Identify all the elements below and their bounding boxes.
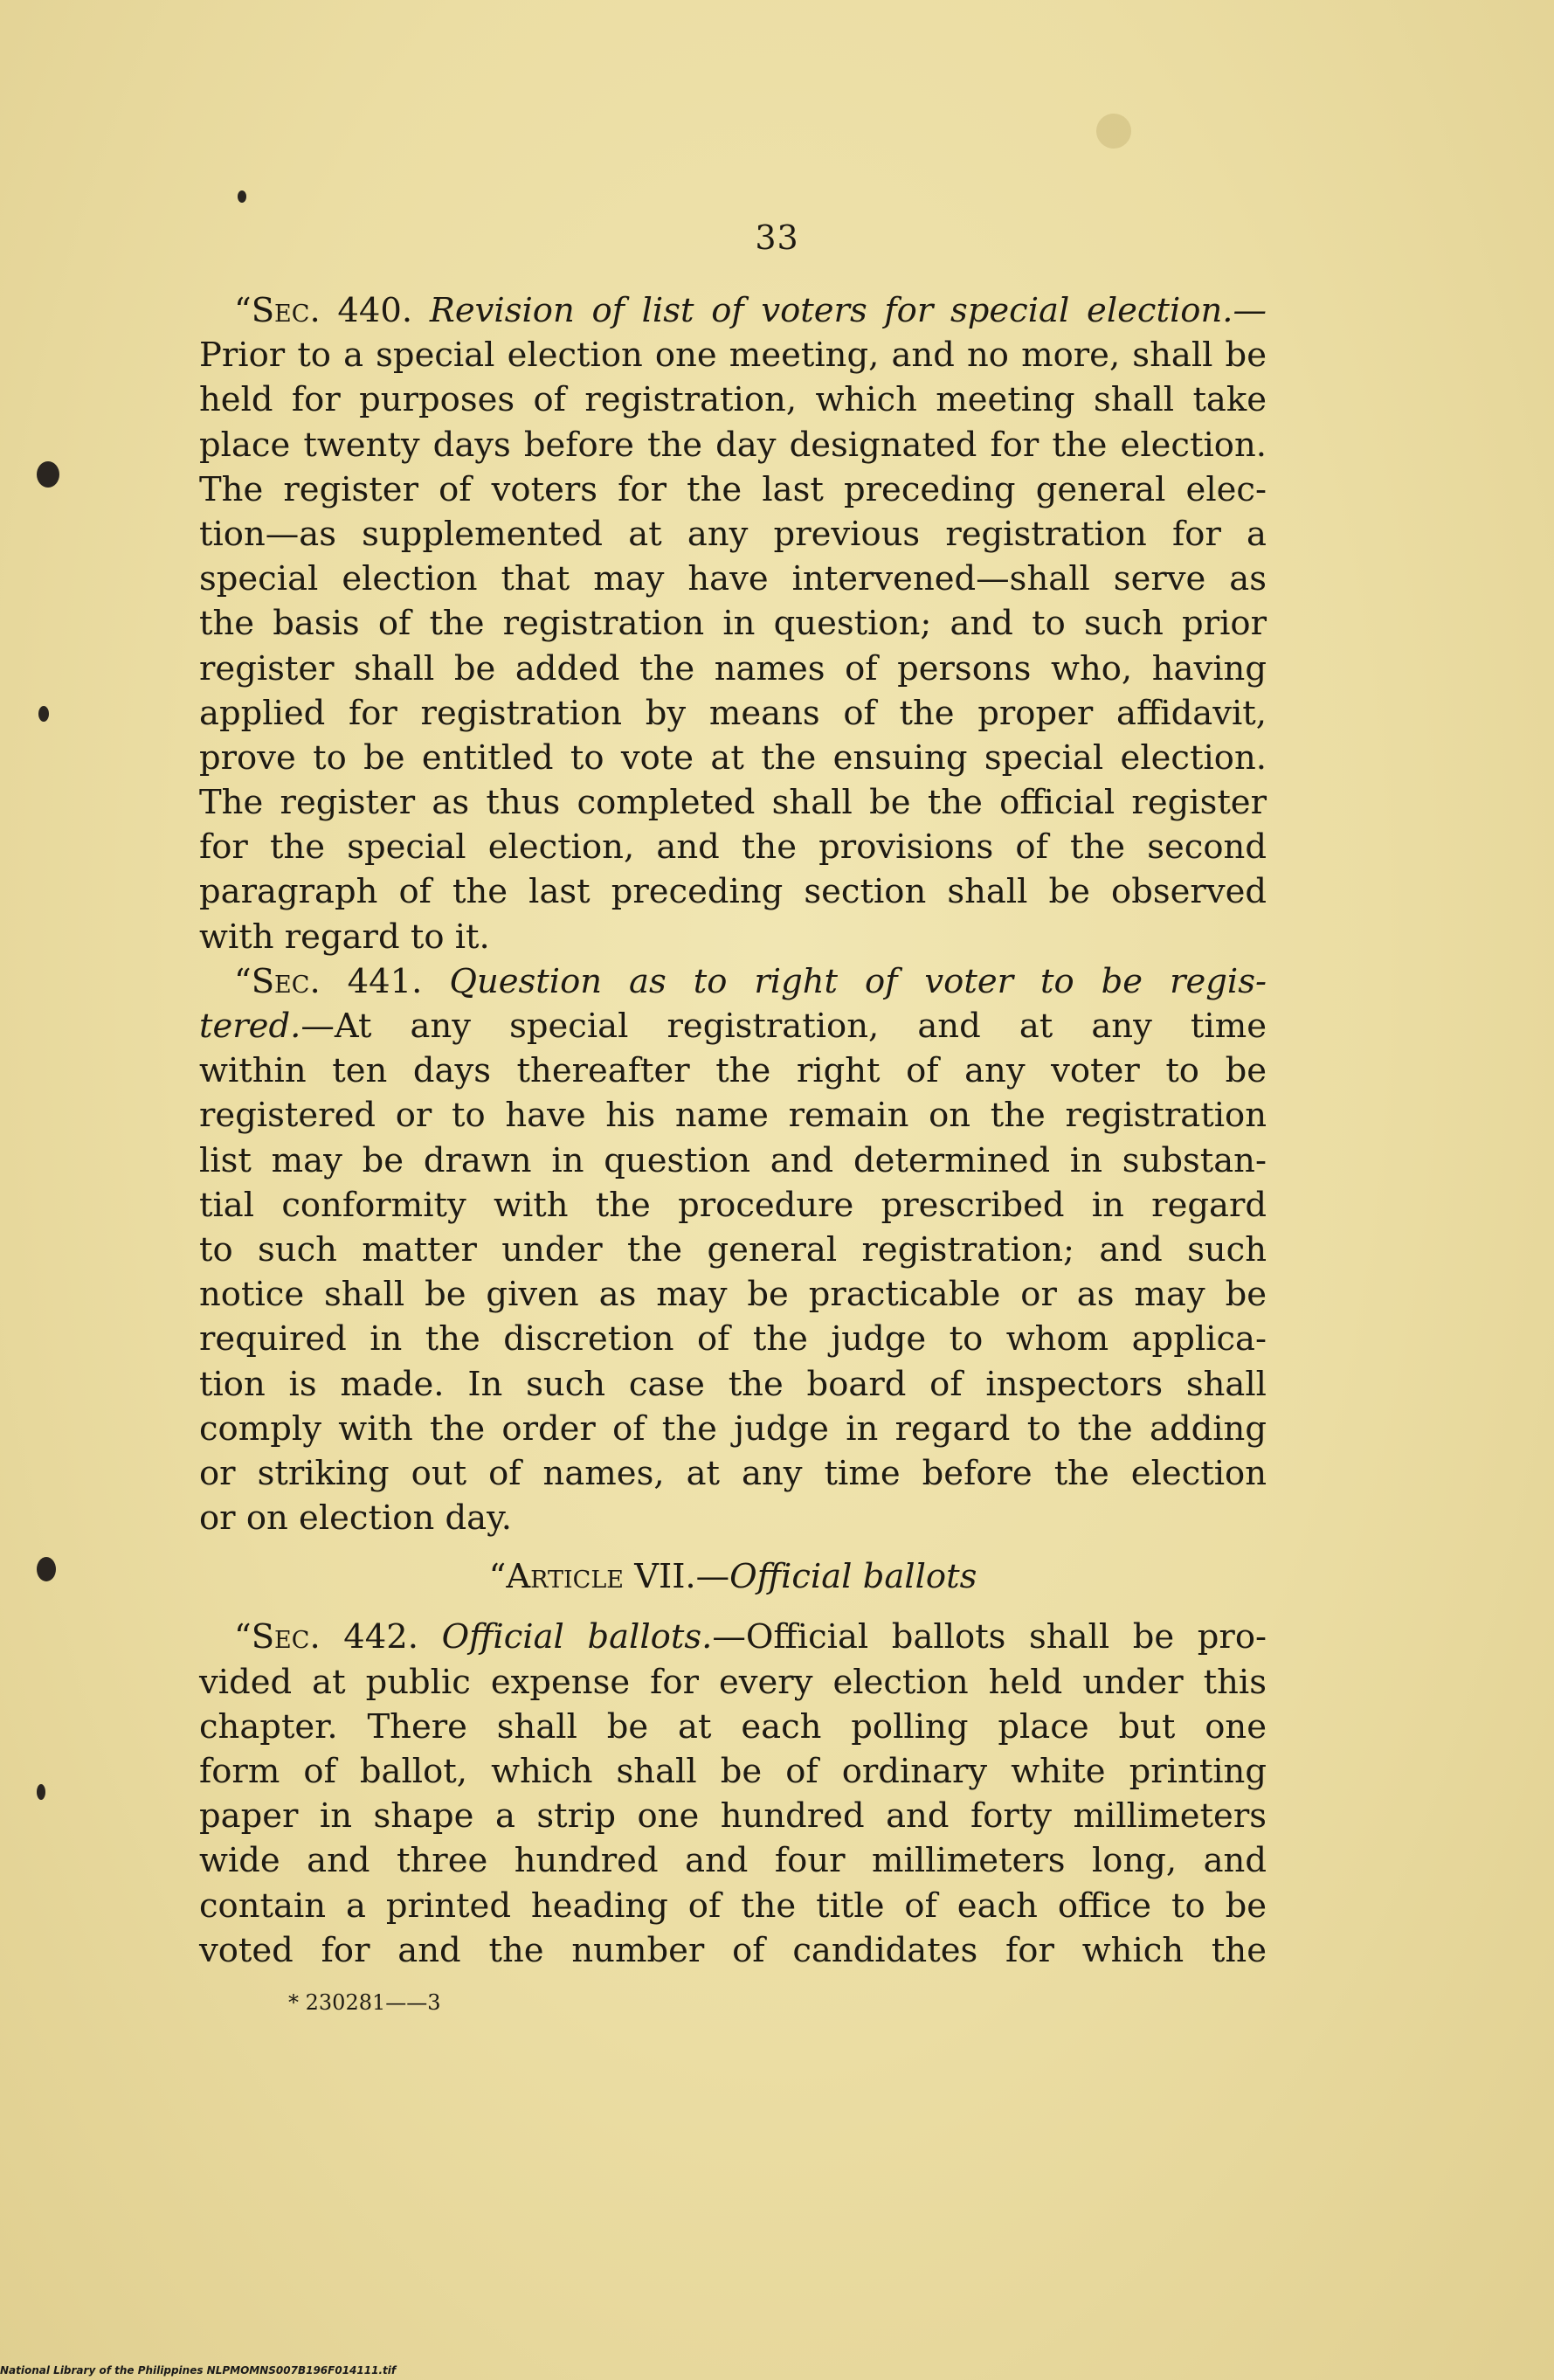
text-run: notice shall be given as may be practicable or as may be xyxy=(199,1275,1267,1315)
text-run: . 440. xyxy=(309,291,430,330)
italic-text: tered. xyxy=(199,1007,301,1046)
text-line xyxy=(199,691,1267,736)
text-line xyxy=(199,288,1267,333)
text-line xyxy=(199,1451,1267,1496)
ink-spot xyxy=(38,706,49,722)
ink-spot xyxy=(238,190,246,203)
section-paragraph xyxy=(199,1615,1267,1973)
text-run: “ xyxy=(234,1617,252,1657)
text-run: required in the discretion of the judge to whom applica- xyxy=(199,1319,1267,1360)
text-run: form of ballot, which shall be of ordinary white printing xyxy=(199,1752,1267,1791)
text-run: or on election day. xyxy=(199,1498,512,1539)
smallcaps-text: Sec xyxy=(251,1617,310,1657)
text-line xyxy=(199,1794,1267,1838)
heading-part: Article xyxy=(506,1557,624,1597)
text-run: tion—as supplemented at any previous registration for a xyxy=(199,514,1267,554)
text-line xyxy=(199,959,1267,1004)
text-line xyxy=(199,1749,1267,1794)
text-line xyxy=(199,1362,1267,1407)
text-line xyxy=(199,1838,1267,1883)
text-run: prove to be entitled to vote at the ensuing special election. xyxy=(199,737,1267,778)
text-run: chapter. There shall be at each polling place but one xyxy=(199,1706,1267,1747)
text-line xyxy=(199,1615,1267,1659)
text-line xyxy=(199,1660,1267,1705)
text-run: or striking out of names, at any time before the election xyxy=(199,1453,1267,1493)
text-run: The register of voters for the last preceding general elec- xyxy=(199,469,1267,509)
text-line xyxy=(199,1004,1267,1048)
text-run: . 441. xyxy=(309,961,450,1001)
section-paragraph xyxy=(199,288,1267,959)
italic-text: Question as to right of voter to be regis- xyxy=(449,961,1267,1001)
text-run: special election that may have intervened—shall serve as xyxy=(199,559,1267,599)
binding-hole xyxy=(37,461,59,488)
text-run: place twenty days before the day designated for the election. xyxy=(199,425,1267,465)
text-line xyxy=(199,1272,1267,1317)
text-run: —Official ballots shall be pro- xyxy=(712,1617,1267,1657)
text-line xyxy=(199,647,1267,691)
text-line xyxy=(199,736,1267,780)
text-run: “ xyxy=(234,291,252,330)
text-line xyxy=(199,825,1267,869)
article-heading xyxy=(199,1554,1267,1599)
text-line xyxy=(199,1093,1267,1138)
text-run: paragraph of the last preceding section shall be observed xyxy=(199,872,1267,912)
text-line xyxy=(199,557,1267,601)
text-line xyxy=(199,1496,1267,1540)
stain-mark xyxy=(1096,114,1131,149)
text-run: to such matter under the general registration; and such xyxy=(199,1229,1267,1270)
text-run: held for purposes of registration, which meeting shall take xyxy=(199,380,1267,420)
text-run: contain a printed heading of the title of each office to be xyxy=(199,1885,1267,1926)
italic-text: Official ballots. xyxy=(441,1617,713,1657)
text-run: paper in shape a strip one hundred and forty millimeters xyxy=(199,1796,1267,1837)
text-run: within ten days thereafter the right of any voter to be xyxy=(199,1051,1267,1091)
italic-text: Revision of list of voters for special election.— xyxy=(429,291,1267,330)
text-line xyxy=(199,1884,1267,1928)
text-line xyxy=(199,333,1267,377)
heading-part: VII.— xyxy=(623,1557,730,1597)
text-line xyxy=(199,1928,1267,1973)
text-run: applied for registration by means of the proper affidavit, xyxy=(199,693,1267,733)
text-line xyxy=(199,915,1267,959)
text-line xyxy=(199,512,1267,557)
heading-part: Official ballots xyxy=(729,1557,977,1597)
text-run: voted for and the number of candidates for which the xyxy=(199,1930,1267,1970)
text-line xyxy=(199,423,1267,467)
text-run: with regard to it. xyxy=(199,917,490,957)
text-line xyxy=(199,780,1267,825)
body-text xyxy=(199,288,1267,1973)
text-run: register shall be added the names of persons who, having xyxy=(199,648,1267,688)
text-line xyxy=(199,1407,1267,1451)
text-run: “ xyxy=(234,961,252,1001)
text-line xyxy=(199,601,1267,646)
text-line xyxy=(199,869,1267,914)
text-run: Prior to a special election one meeting, and no more, shall be xyxy=(199,336,1267,376)
scan-credit: National Library of the Philippines NLPMOMNS007B196F014111.tif xyxy=(0,2364,397,2377)
text-run: list may be drawn in question and determined in substan- xyxy=(199,1140,1267,1180)
text-run: wide and three hundred and four millimeters long, and xyxy=(199,1841,1267,1881)
text-run: —At any special registration, and at any time xyxy=(300,1007,1267,1046)
text-run: The register as thus completed shall be the official register xyxy=(199,783,1267,823)
text-line xyxy=(199,377,1267,422)
binding-hole xyxy=(37,1557,56,1581)
text-line xyxy=(199,1228,1267,1272)
text-run: . 442. xyxy=(309,1617,442,1657)
page-number: 33 xyxy=(755,218,799,257)
heading-part: “ xyxy=(488,1557,507,1597)
text-run: vided at public expense for every election held under this xyxy=(199,1662,1267,1702)
text-run: tial conformity with the procedure prescribed in regard xyxy=(199,1185,1267,1225)
text-line xyxy=(199,467,1267,512)
text-run: for the special election, and the provisions of the second xyxy=(199,827,1267,868)
text-line xyxy=(199,1705,1267,1749)
text-run: the basis of the registration in question; and to such prior xyxy=(199,604,1267,644)
text-line xyxy=(199,1138,1267,1183)
ink-spot xyxy=(37,1784,45,1800)
section-paragraph xyxy=(199,959,1267,1540)
signature-footnote: * 230281——3 xyxy=(288,1990,441,2015)
text-line xyxy=(199,1317,1267,1361)
text-run: comply with the order of the judge in regard to the adding xyxy=(199,1408,1267,1449)
smallcaps-text: Sec xyxy=(251,291,310,330)
text-line xyxy=(199,1048,1267,1093)
text-run: registered or to have his name remain on the registration xyxy=(199,1096,1267,1136)
text-line xyxy=(199,1183,1267,1228)
smallcaps-text: Sec xyxy=(251,961,310,1001)
text-run: tion is made. In such case the board of inspectors shall xyxy=(199,1364,1267,1404)
